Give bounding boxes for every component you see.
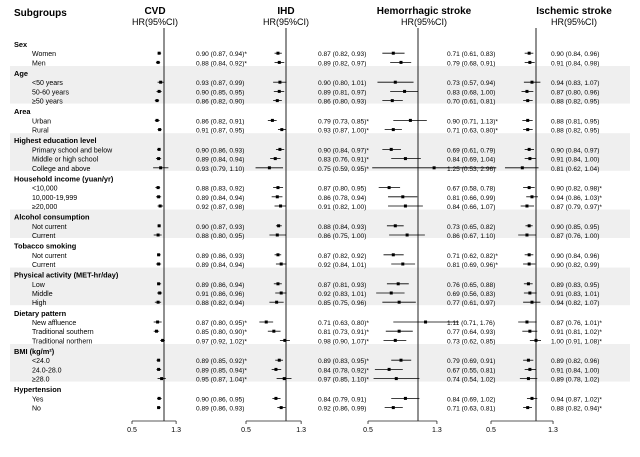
hr-point bbox=[528, 368, 531, 371]
hr-value-label: 0.79 (0.68, 0.91) bbox=[447, 60, 496, 68]
hr-value-label: 0.69 (0.61, 0.79) bbox=[447, 147, 496, 155]
hr-point bbox=[525, 205, 528, 208]
row-label: Middle bbox=[32, 291, 53, 298]
hr-point bbox=[271, 119, 274, 122]
row-label: ≥20,000 bbox=[32, 204, 58, 211]
hr-point bbox=[278, 61, 281, 64]
hr-value-label: 0.85 (0.80, 0.90)* bbox=[196, 329, 247, 337]
hr-point bbox=[274, 397, 277, 400]
header-layer bbox=[14, 8, 67, 19]
hr-point bbox=[157, 406, 160, 409]
hr-point bbox=[392, 128, 395, 131]
hr-value-label: 0.88 (0.83, 0.92) bbox=[196, 185, 245, 193]
hr-value-label: 0.89 (0.83, 0.95)* bbox=[318, 358, 369, 366]
hr-point bbox=[528, 52, 531, 55]
hr-point bbox=[406, 234, 409, 237]
hr-point bbox=[274, 157, 277, 160]
row-label: New affluence bbox=[32, 320, 77, 327]
hr-point bbox=[403, 90, 406, 93]
hr-point bbox=[280, 263, 283, 266]
hr-value-label: 0.89 (0.84, 0.94) bbox=[196, 262, 245, 269]
hr-value-label: 0.83 (0.68, 1.00) bbox=[447, 89, 496, 97]
hr-point bbox=[276, 186, 279, 189]
group-label: Area bbox=[14, 107, 31, 117]
hr-value-label: 0.86 (0.78, 0.94) bbox=[318, 194, 367, 202]
hr-point bbox=[525, 90, 528, 93]
hr-value-label: 0.89 (0.84, 0.94) bbox=[196, 156, 245, 164]
hr-point bbox=[401, 195, 404, 198]
row-label: Primary school and below bbox=[32, 147, 113, 155]
row-label: <50 years bbox=[32, 80, 63, 88]
hr-point bbox=[158, 52, 161, 55]
hr-point bbox=[528, 253, 531, 256]
hr-point bbox=[404, 397, 407, 400]
hr-value-label: 0.91 (0.81, 1.02)* bbox=[551, 329, 602, 337]
row-label: Traditional southern bbox=[32, 329, 94, 337]
hr-value-label: 0.91 (0.83, 1.01) bbox=[551, 291, 600, 298]
hr-value-label: 0.86 (0.75, 1.00) bbox=[318, 233, 367, 240]
hr-point bbox=[526, 99, 529, 102]
hr-point bbox=[392, 406, 395, 409]
hr-point bbox=[274, 368, 277, 371]
hr-point bbox=[530, 397, 533, 400]
x-tick-label: 0.5 bbox=[486, 427, 496, 434]
row-label: Urban bbox=[32, 118, 52, 126]
hr-value-label: 0.88 (0.82, 0.94)* bbox=[551, 405, 602, 413]
x-tick-label: 1.3 bbox=[432, 427, 442, 434]
hr-point bbox=[157, 263, 160, 266]
hr-point bbox=[156, 119, 159, 122]
row-label: ≥28.0 bbox=[32, 376, 50, 384]
group-label: Hypertension bbox=[14, 385, 62, 395]
hr-point bbox=[525, 321, 528, 324]
hr-point bbox=[528, 224, 531, 227]
hr-value-label: 0.90 (0.85, 0.95) bbox=[551, 223, 600, 231]
group-label: Physical activity (MET-hr/day) bbox=[14, 270, 119, 280]
panel-title: IHD bbox=[277, 6, 295, 17]
hr-point bbox=[156, 99, 159, 102]
row-label: Not current bbox=[32, 223, 67, 231]
hr-point bbox=[265, 321, 268, 324]
group-label: Age bbox=[14, 69, 28, 78]
hr-value-label: 0.89 (0.85, 0.92)* bbox=[196, 358, 247, 366]
hr-point bbox=[528, 330, 531, 333]
hr-value-label: 0.86 (0.67, 1.10) bbox=[447, 233, 496, 240]
hr-value-label: 0.94 (0.82, 1.07) bbox=[551, 300, 600, 308]
hr-value-label: 0.88 (0.81, 0.95) bbox=[551, 118, 600, 126]
row-label: No bbox=[32, 405, 41, 413]
hr-value-label: 0.89 (0.82, 0.96) bbox=[551, 358, 600, 366]
hr-point bbox=[528, 148, 531, 151]
row-label: Men bbox=[32, 60, 46, 68]
hr-value-label: 0.77 (0.64, 0.93) bbox=[447, 329, 496, 337]
hr-value-label: 0.81 (0.69, 0.96)* bbox=[447, 262, 498, 269]
group-label: Tobacco smoking bbox=[14, 241, 77, 251]
hr-value-label: 0.83 (0.76, 0.91)* bbox=[318, 156, 369, 164]
hr-point bbox=[528, 157, 531, 160]
hr-value-label: 0.91 (0.84, 1.00) bbox=[551, 367, 600, 375]
hr-point bbox=[390, 292, 393, 295]
hr-point bbox=[157, 61, 160, 64]
hr-point bbox=[530, 301, 533, 304]
hr-point bbox=[424, 321, 427, 324]
row-label: Traditional northern bbox=[32, 338, 93, 346]
hr-value-label: 0.88 (0.82, 0.94) bbox=[196, 300, 245, 308]
hr-value-label: 0.88 (0.82, 0.95) bbox=[551, 127, 600, 135]
hr-value-label: 0.86 (0.82, 0.91) bbox=[196, 118, 245, 126]
hr-value-label: 0.93 (0.87, 1.00)* bbox=[318, 127, 369, 135]
hr-value-label: 0.87 (0.76, 1.01)* bbox=[551, 320, 602, 327]
hr-point bbox=[526, 128, 529, 131]
hr-value-label: 0.74 (0.54, 1.02) bbox=[447, 376, 496, 384]
hr-value-label: 0.89 (0.78, 1.02) bbox=[551, 376, 600, 384]
hr-point bbox=[527, 359, 530, 362]
hr-value-label: 1.00 (0.91, 1.08)* bbox=[551, 338, 602, 346]
group-label: Highest education level bbox=[14, 136, 97, 146]
hr-value-label: 0.69 (0.56, 0.83) bbox=[447, 291, 496, 298]
hr-value-label: 0.97 (0.85, 1.10)* bbox=[318, 376, 369, 384]
hr-point bbox=[521, 166, 524, 169]
hr-value-label: 0.87 (0.80, 0.95) bbox=[318, 185, 367, 193]
hr-point bbox=[390, 148, 393, 151]
hr-point bbox=[158, 224, 161, 227]
hr-value-label: 0.79 (0.73, 0.85)* bbox=[318, 118, 369, 126]
hr-value-label: 0.90 (0.71, 1.13)* bbox=[447, 118, 498, 126]
hr-point bbox=[276, 52, 279, 55]
hr-value-label: 0.89 (0.81, 0.97) bbox=[318, 89, 367, 97]
hr-value-label: 0.71 (0.63, 0.80)* bbox=[447, 127, 498, 135]
hr-point bbox=[156, 321, 159, 324]
hr-value-label: 0.98 (0.90, 1.07)* bbox=[318, 338, 369, 346]
hr-point bbox=[530, 195, 533, 198]
hr-value-label: 0.90 (0.86, 0.95) bbox=[196, 396, 245, 404]
row-label: <10,000 bbox=[32, 185, 58, 193]
hr-value-label: 0.89 (0.85, 0.94)* bbox=[196, 367, 247, 375]
hr-point bbox=[392, 52, 395, 55]
hr-value-label: 0.89 (0.82, 0.97) bbox=[318, 60, 367, 68]
hr-value-label: 0.87 (0.82, 0.92) bbox=[318, 252, 367, 260]
hr-point bbox=[275, 301, 278, 304]
hr-value-label: 0.88 (0.84, 0.92)* bbox=[196, 60, 247, 68]
hr-value-label: 0.87 (0.82, 0.93) bbox=[318, 51, 367, 59]
hr-value-label: 0.89 (0.86, 0.94) bbox=[196, 281, 245, 289]
hr-value-label: 0.77 (0.61, 0.97) bbox=[447, 300, 496, 308]
row-label: Yes bbox=[32, 396, 44, 404]
hr-point bbox=[160, 377, 163, 380]
hr-point bbox=[399, 359, 402, 362]
hr-point bbox=[157, 359, 160, 362]
row-label: 10,000-19,999 bbox=[32, 194, 78, 202]
group-label: Household income (yuan/yr) bbox=[14, 174, 114, 184]
hr-point bbox=[401, 263, 404, 266]
hr-value-label: 0.86 (0.82, 0.90) bbox=[196, 98, 245, 106]
hr-value-label: 0.93 (0.79, 1.10) bbox=[196, 165, 245, 173]
hr-value-label: 0.75 (0.59, 0.95)* bbox=[318, 165, 369, 173]
hr-value-label: 0.73 (0.57, 0.94) bbox=[447, 80, 496, 88]
hr-value-label: 0.91 (0.82, 1.00) bbox=[318, 204, 367, 211]
hr-value-label: 0.92 (0.83, 1.01) bbox=[318, 291, 367, 298]
row-label: Rural bbox=[32, 127, 49, 135]
hr-point bbox=[280, 292, 283, 295]
hr-point bbox=[433, 166, 436, 169]
hr-value-label: 0.71 (0.63, 0.80)* bbox=[318, 320, 369, 327]
hr-point bbox=[158, 397, 161, 400]
hr-point bbox=[158, 90, 161, 93]
hr-point bbox=[525, 234, 528, 237]
hr-column-header: HR(95%CI) bbox=[262, 17, 310, 27]
hr-value-label: 0.81 (0.66, 0.99) bbox=[447, 194, 496, 202]
hr-point bbox=[528, 186, 531, 189]
hr-point bbox=[276, 195, 279, 198]
hr-value-label: 0.71 (0.63, 0.81) bbox=[447, 405, 496, 413]
row-label: ≥50 years bbox=[32, 98, 63, 106]
group-label: BMI (kg/m²) bbox=[14, 347, 55, 356]
hr-point bbox=[278, 81, 281, 84]
hr-point bbox=[409, 119, 412, 122]
row-label: High bbox=[32, 300, 47, 308]
hr-value-label: 0.84 (0.78, 0.92)* bbox=[318, 367, 369, 375]
hr-value-label: 0.92 (0.84, 1.01) bbox=[318, 262, 367, 269]
hr-point bbox=[528, 61, 531, 64]
hr-value-label: 0.87 (0.76, 1.00) bbox=[551, 233, 600, 240]
hr-value-label: 0.79 (0.69, 0.91) bbox=[447, 358, 496, 366]
hr-value-label: 0.90 (0.84, 0.97)* bbox=[318, 147, 369, 155]
hr-value-label: 0.81 (0.73, 0.91)* bbox=[318, 329, 369, 337]
group-label: Dietary pattern bbox=[14, 308, 67, 318]
x-tick-label: 0.5 bbox=[363, 427, 373, 434]
hr-value-label: 0.84 (0.69, 1.04) bbox=[447, 156, 496, 164]
hr-value-label: 0.84 (0.66, 1.07) bbox=[447, 204, 496, 211]
hr-value-label: 0.71 (0.61, 0.83) bbox=[447, 51, 496, 59]
hr-value-label: 0.86 (0.80, 0.93) bbox=[318, 98, 367, 106]
hr-value-label: 0.71 (0.62, 0.82)* bbox=[447, 252, 498, 260]
hr-point bbox=[530, 81, 533, 84]
hr-value-label: 0.94 (0.87, 1.02)* bbox=[551, 396, 602, 404]
hr-point bbox=[279, 205, 282, 208]
hr-point bbox=[278, 148, 281, 151]
subgroups-header: Subgroups bbox=[14, 8, 67, 19]
hr-point bbox=[398, 330, 401, 333]
hr-value-label: 0.90 (0.82, 0.99) bbox=[551, 262, 600, 269]
hr-point bbox=[157, 186, 160, 189]
x-tick-label: 1.3 bbox=[296, 427, 307, 434]
hr-point bbox=[526, 406, 529, 409]
hr-value-label: 0.88 (0.82, 0.95) bbox=[551, 98, 600, 106]
hr-point bbox=[268, 166, 271, 169]
hr-value-label: 0.94 (0.83, 1.07) bbox=[551, 80, 600, 88]
hr-point bbox=[159, 166, 162, 169]
hr-point bbox=[388, 186, 391, 189]
hr-point bbox=[157, 195, 160, 198]
hr-point bbox=[283, 339, 286, 342]
hr-value-label: 0.87 (0.79, 0.97)* bbox=[551, 204, 602, 211]
row-label: Current bbox=[32, 262, 56, 269]
row-label: 50-60 years bbox=[32, 89, 69, 97]
hr-point bbox=[404, 157, 407, 160]
hr-point bbox=[158, 148, 161, 151]
hr-value-label: 0.90 (0.84, 0.96) bbox=[551, 51, 600, 59]
hr-value-label: 0.87 (0.81, 0.93) bbox=[318, 281, 367, 289]
panel-title: Ischemic stroke bbox=[536, 6, 612, 17]
hr-point bbox=[399, 61, 402, 64]
hr-point bbox=[397, 282, 400, 285]
hr-point bbox=[157, 301, 160, 304]
hr-value-label: 0.90 (0.80, 1.01) bbox=[318, 80, 367, 88]
row-label: 24.0-28.0 bbox=[32, 367, 62, 375]
row-label: Middle or high school bbox=[32, 156, 99, 164]
hr-point bbox=[528, 263, 531, 266]
hr-column-header: HR(95%CI) bbox=[400, 17, 448, 27]
hr-point bbox=[161, 339, 164, 342]
hr-value-label: 0.91 (0.84, 0.98) bbox=[551, 60, 600, 68]
panel-title: CVD bbox=[144, 6, 166, 17]
hr-point bbox=[159, 81, 162, 84]
hr-point bbox=[278, 90, 281, 93]
hr-point bbox=[157, 157, 160, 160]
group-label: Sex bbox=[14, 40, 28, 49]
hr-point bbox=[276, 282, 279, 285]
hr-value-label: 0.89 (0.84, 0.94) bbox=[196, 194, 245, 202]
row-label: Women bbox=[32, 51, 56, 59]
hr-point bbox=[527, 282, 530, 285]
hr-value-label: 0.97 (0.92, 1.02)* bbox=[196, 338, 247, 346]
hr-value-label: 0.90 (0.85, 0.95) bbox=[196, 89, 245, 97]
hr-point bbox=[278, 359, 281, 362]
group-label: Alcohol consumption bbox=[14, 212, 90, 222]
hr-value-label: 0.90 (0.84, 0.96) bbox=[551, 252, 600, 260]
hr-value-label: 0.94 (0.86, 1.03)* bbox=[551, 194, 602, 202]
hr-value-label: 0.87 (0.80, 0.96) bbox=[551, 89, 600, 97]
hr-value-label: 0.91 (0.84, 1.00) bbox=[551, 156, 600, 164]
hr-point bbox=[394, 81, 397, 84]
hr-value-label: 0.88 (0.84, 0.93) bbox=[318, 223, 367, 231]
x-tick-label: 0.5 bbox=[241, 427, 251, 434]
hr-value-label: 0.88 (0.80, 0.95) bbox=[196, 233, 245, 240]
hr-point bbox=[158, 292, 161, 295]
hr-point bbox=[394, 339, 397, 342]
hr-point bbox=[155, 330, 158, 333]
hr-point bbox=[388, 368, 391, 371]
hr-value-label: 0.87 (0.80, 0.95)* bbox=[196, 320, 247, 327]
hr-value-label: 0.90 (0.87, 0.93) bbox=[196, 223, 245, 231]
hr-point bbox=[280, 406, 283, 409]
hr-value-label: 1.11 (0.71, 1.76) bbox=[447, 320, 495, 327]
panel-title: Hemorrhagic stroke bbox=[376, 6, 472, 17]
hr-point bbox=[157, 234, 160, 237]
hr-value-label: 0.90 (0.87, 0.94)* bbox=[196, 51, 247, 59]
row-label: Low bbox=[32, 281, 45, 289]
hr-point bbox=[159, 205, 162, 208]
hr-value-label: 0.84 (0.79, 0.91) bbox=[318, 396, 367, 404]
hr-value-label: 0.95 (0.87, 1.04)* bbox=[196, 376, 247, 384]
hr-value-label: 0.67 (0.55, 0.81) bbox=[447, 367, 496, 375]
hr-value-label: 0.92 (0.87, 0.98) bbox=[196, 204, 245, 211]
hr-value-label: 0.67 (0.58, 0.78) bbox=[447, 185, 496, 193]
hr-value-label: 0.70 (0.61, 0.81) bbox=[447, 98, 496, 106]
hr-column-header: HR(95%CI) bbox=[131, 17, 179, 27]
hr-point bbox=[404, 205, 407, 208]
hr-point bbox=[392, 253, 395, 256]
hr-point bbox=[277, 224, 280, 227]
hr-point bbox=[527, 377, 530, 380]
hr-point bbox=[398, 301, 401, 304]
x-tick-label: 1.3 bbox=[548, 427, 558, 434]
hr-value-label: 0.92 (0.86, 0.99) bbox=[318, 405, 367, 413]
hr-point bbox=[158, 128, 161, 131]
hr-value-label: 0.84 (0.69, 1.02) bbox=[447, 396, 496, 404]
hr-value-label: 0.89 (0.83, 0.95) bbox=[551, 281, 600, 289]
hr-value-label: 0.89 (0.86, 0.93) bbox=[196, 252, 245, 260]
hr-value-label: 0.93 (0.87, 0.99) bbox=[196, 80, 245, 88]
hr-point bbox=[391, 99, 394, 102]
hr-point bbox=[157, 282, 160, 285]
row-label: <24.0 bbox=[32, 358, 50, 366]
hr-point bbox=[272, 330, 275, 333]
hr-point bbox=[276, 234, 279, 237]
hr-value-label: 0.89 (0.86, 0.93) bbox=[196, 405, 245, 413]
row-label: College and above bbox=[32, 165, 91, 173]
row-label: Current bbox=[32, 233, 56, 240]
hr-point bbox=[280, 128, 283, 131]
hr-value-label: 0.76 (0.65, 0.88) bbox=[447, 281, 496, 289]
hr-point bbox=[276, 253, 279, 256]
hr-point bbox=[157, 253, 160, 256]
hr-value-label: 0.91 (0.87, 0.95) bbox=[196, 127, 245, 135]
hr-value-label: 0.73 (0.62, 0.85) bbox=[447, 338, 496, 346]
hr-value-label: 0.90 (0.82, 0.98)* bbox=[551, 185, 602, 193]
hr-value-label: 0.85 (0.75, 0.96) bbox=[318, 300, 367, 308]
hr-point bbox=[535, 339, 538, 342]
hr-point bbox=[528, 292, 531, 295]
hr-value-label: 1.25 (0.53, 2.96) bbox=[447, 165, 496, 173]
hr-column-header: HR(95%CI) bbox=[550, 17, 598, 27]
hr-point bbox=[395, 377, 398, 380]
x-tick-label: 0.5 bbox=[127, 427, 137, 434]
hr-point bbox=[394, 224, 397, 227]
x-tick-label: 1.3 bbox=[171, 427, 181, 434]
hr-point bbox=[283, 377, 286, 380]
hr-point bbox=[157, 368, 160, 371]
hr-point bbox=[276, 99, 279, 102]
hr-value-label: 0.90 (0.84, 0.97) bbox=[551, 147, 600, 155]
hr-value-label: 0.91 (0.86, 0.96) bbox=[196, 291, 245, 298]
hr-value-label: 0.90 (0.86, 0.93) bbox=[196, 147, 245, 155]
hr-point bbox=[526, 119, 529, 122]
hr-value-label: 0.73 (0.65, 0.82) bbox=[447, 223, 496, 231]
row-label: Not current bbox=[32, 252, 67, 260]
hr-value-label: 0.81 (0.62, 1.04) bbox=[551, 165, 600, 173]
